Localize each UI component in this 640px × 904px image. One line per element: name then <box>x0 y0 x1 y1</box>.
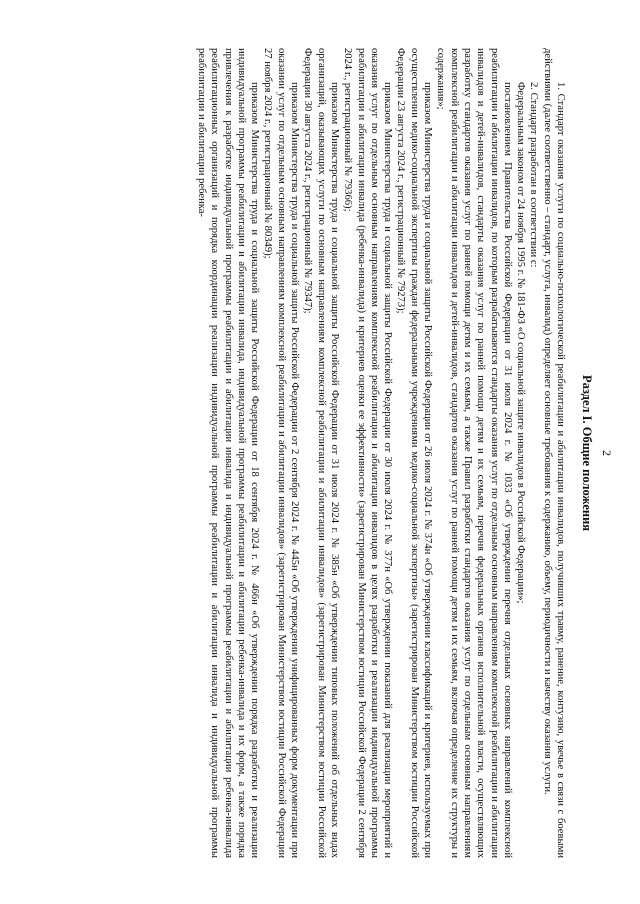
section-title: Раздел I. Общие положения <box>580 374 594 532</box>
paragraph-order-385n: приказом Министерства труда и социальной защиты Российской Федерации от 31 июля 2024 г. № 385н «Об утверждении типовых положений об отдельных видах организаций, оказывающих услуги по основным направлениям комплексной реабилитации и абилитации инвалидов» (зарегистрирован Министерством юстиции Российской Федерации 30 августа 2024 г., регистрационный № 79347); <box>302 48 340 858</box>
paragraph-order-466n: приказом Министерства труда и социальной защиты Российской Федерации от 18 сентября 2024 г. № 466н «Об утверждении порядка разработки и реализации индивидуальной программы реабилитации и абилитации инвалида, индивидуальной программы реабилитации и абилитации ребенка-инвалида и их форм, а также порядка привлечения к разработке индивидуальной программы реабилитации и абилитации инвалида и индивидуальной программы реабилитации и абилитации ребенка-инвалида реабилитационных организаций и порядка координации реализации индивидуальной программы реабилитации и абилитации инвалида и индивидуальной программы реабилитации и абилитации ребенка- <box>195 48 261 858</box>
page-number: 2 <box>600 450 614 456</box>
paragraph-federal-law: Федеральным законом от 24 ноября 1995 г. № 181-ФЗ «О социальной защите инвалидов в Российской Федерации»; <box>515 82 527 604</box>
paragraph-order-377n: приказом Министерства труда и социальной защиты Российской Федерации от 30 июля 2024 г. № 377н «Об утверждении показаний для реализации мероприятий и оказания услуг по отдельным основным направлениям комплексной реабилитации и абилитации инвалидов в целях разработки и реализации индивидуальной программы реабилитации и абилитации инвалида (ребенка-инвалида) и критериев оценки ее эффективности» (зарегистрирован Министерством юстиции Российской Федерации 2 сентября 2024 г., регистрационный № 79366); <box>342 48 394 858</box>
paragraph-developed-according: 2. Стандарт разработан в соответствии с: <box>528 82 540 268</box>
paragraph-government-decree: постановлением Правительства Российской Федерации от 31 июля 2024 г. № 1033 «Об утверждении перечня отдельных основных направлений комплексной реабилитации и абилитации инвалидов, по которым разрабатываются стандарты оказания услуг по отдельным основным направлениям комплексной реабилитации и абилитации инвалидов и детей-инвалидов, стандарты оказания услуг по ранней помощи детям и их семьям, перечня федеральных органов исполнительной власти, осуществляющих разработку стандартов оказания услуг по ранней помощи детям и их семьям, а также Правил разработки стандартов оказания услуг по отдельным основным направлениям комплексной реабилитации и абилитации инвалидов и детей-инвалидов, стандартов оказания услуг по ранней помощи детям и их семьям, включая определение их структуры и содержания»; <box>435 48 513 858</box>
paragraph-order-445n: приказом Министерства труда и социальной защиты Российской Федерации от 2 сентября 2024 г. № 445н «Об утверждении унифицированных форм документации при оказании услуг по отдельным основным направлениям комплексной реабилитации и абилитации инвалидов» (зарегистрирован Министерством юстиции Российской Федерации 27 ноября 2024 г., регистрационный № 80349); <box>262 48 301 858</box>
paragraph-order-374n: приказом Министерства труда и социальной защиты Российской Федерации от 26 июля 2024 г. № 374н «Об утверждении классификаций и критериев, используемых при осуществлении медико-социальной экспертизы граждан федеральными учреждениями медико-социальной экспертизы» (зарегистрирован Министерством юстиции Российской Федерации 23 августа 2024 г., регистрационный № 79273); <box>395 48 434 858</box>
paragraph-standard-definition: 1. Стандарт оказания услуги по социально-психологической реабилитации и абилитации инвалидов, получивших травму, ранение, контузию, увечье в связи с боевыми действиями (далее соответственно – стандарт, услуга, инвалид) определяет основные требования к содержанию, объему, периодичности и качеству оказания услуги. <box>541 48 566 858</box>
